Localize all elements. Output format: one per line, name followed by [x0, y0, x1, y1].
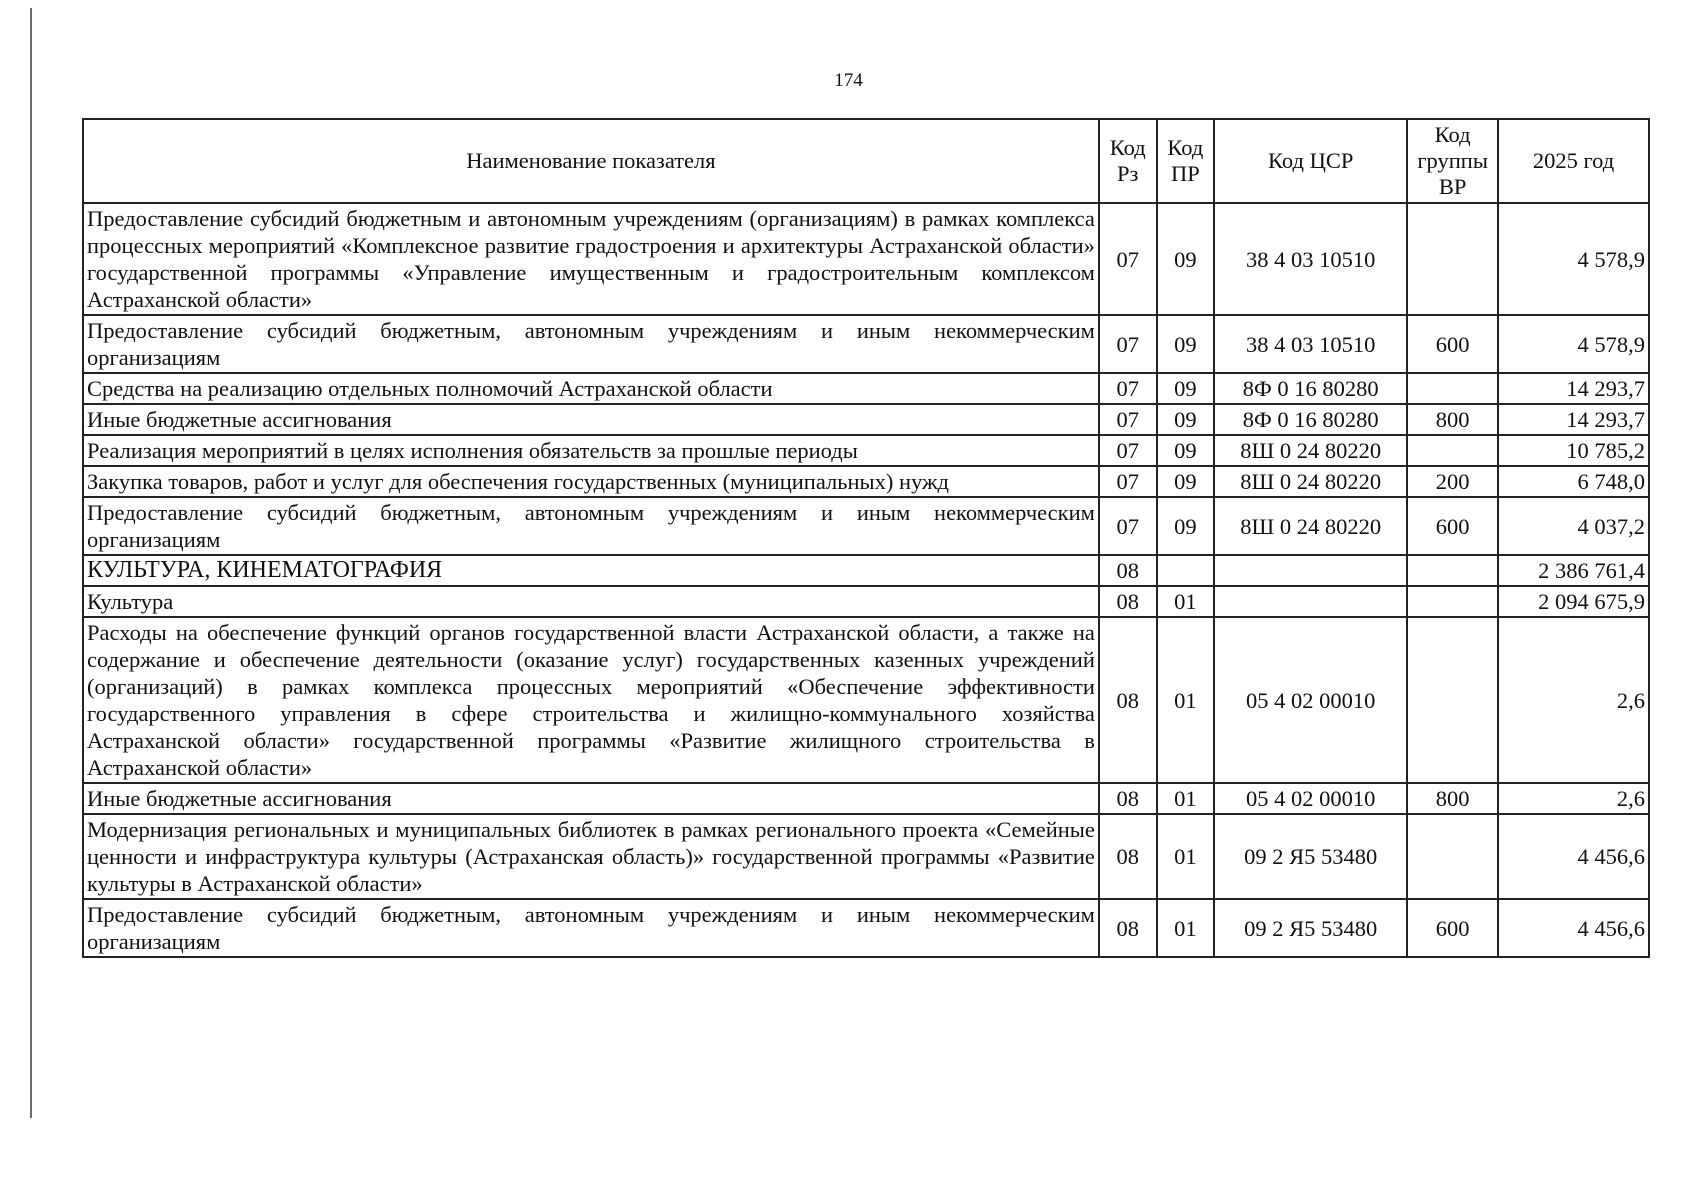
cell-name: Предоставление субсидий бюджетным и автономным учреждениям (организациям) в рамках комплекса процессных мероприятий «Комплексное развитие градостроения и архитектуры Астраханской области» государственной программы «Управление имущественным и градостроительным комплексом Астраханской области»	[83, 203, 1099, 315]
cell-name: Предоставление субсидий бюджетным, автономным учреждениям и иным некоммерческим организациям	[83, 315, 1099, 373]
cell-amount: 6 748,0	[1498, 466, 1649, 497]
cell-vr: 600	[1407, 497, 1498, 555]
table-row-subsection	[83, 586, 1649, 617]
cell-csr: 8Ф 0 16 80280	[1214, 404, 1407, 435]
cell-rz: 08	[1099, 617, 1157, 783]
cell-rz: 07	[1099, 373, 1157, 404]
cell-pr: 09	[1157, 404, 1215, 435]
cell-pr: 09	[1157, 435, 1215, 466]
cell-pr: 01	[1157, 586, 1215, 617]
cell-csr: 38 4 03 10510	[1214, 203, 1407, 315]
cell-amount: 4 578,9	[1498, 203, 1649, 315]
cell-pr: 01	[1157, 814, 1215, 899]
cell-amount: 2 386 761,4	[1498, 555, 1649, 586]
cell-name: Модернизация региональных и муниципальных библиотек в рамках регионального проекта «Семейные ценности и инфраструктура культуры (Астраханская область)» государственной программы «Развитие культуры в Астраханской области»	[83, 814, 1099, 899]
cell-amount: 2,6	[1498, 783, 1649, 814]
cell-vr	[1407, 617, 1498, 783]
header-csr: Код ЦСР	[1214, 119, 1407, 203]
cell-pr: 01	[1157, 783, 1215, 814]
scan-edge-line	[30, 8, 32, 1118]
cell-rz: 07	[1099, 466, 1157, 497]
cell-rz: 08	[1099, 555, 1157, 586]
cell-csr: 09 2 Я5 53480	[1214, 899, 1407, 957]
cell-rz: 08	[1099, 586, 1157, 617]
cell-name: Иные бюджетные ассигнования	[83, 404, 1099, 435]
cell-rz: 07	[1099, 203, 1157, 315]
cell-name: Предоставление субсидий бюджетным, автономным учреждениям и иным некоммерческим организациям	[83, 497, 1099, 555]
cell-name: Предоставление субсидий бюджетным, автономным учреждениям и иным некоммерческим организациям	[83, 899, 1099, 957]
cell-vr	[1407, 555, 1498, 586]
header-row	[83, 119, 1649, 203]
cell-csr: 8Ш 0 24 80220	[1214, 497, 1407, 555]
cell-rz: 07	[1099, 315, 1157, 373]
cell-rz: 08	[1099, 899, 1157, 957]
cell-amount: 4 456,6	[1498, 814, 1649, 899]
cell-amount: 14 293,7	[1498, 373, 1649, 404]
table-row	[83, 404, 1649, 435]
table-header	[83, 119, 1649, 203]
header-pr: Код ПР	[1157, 119, 1215, 203]
cell-pr: 09	[1157, 497, 1215, 555]
cell-vr	[1407, 435, 1498, 466]
cell-amount: 2 094 675,9	[1498, 586, 1649, 617]
cell-name: Расходы на обеспечение функций органов государственной власти Астраханской области, а также на содержание и обеспечение деятельности (оказание услуг) государственных казенных учреждений (организаций) в рамках комплекса процессных мероприятий «Обеспечение эффективности государственного управления в сфере строительства и жилищно-коммунального хозяйства Астраханской области» государственной программы «Развитие жилищного строительства в Астраханской области»	[83, 617, 1099, 783]
cell-csr: 09 2 Я5 53480	[1214, 814, 1407, 899]
table-row	[83, 373, 1649, 404]
cell-csr: 05 4 02 00010	[1214, 783, 1407, 814]
table-body	[83, 203, 1649, 957]
cell-name: Средства на реализацию отдельных полномочий Астраханской области	[83, 373, 1099, 404]
cell-rz: 07	[1099, 497, 1157, 555]
cell-pr: 09	[1157, 373, 1215, 404]
table-row	[83, 899, 1649, 957]
header-rz: Код Рз	[1099, 119, 1157, 203]
cell-amount: 4 456,6	[1498, 899, 1649, 957]
budget-table	[82, 118, 1650, 958]
cell-name: Культура	[83, 586, 1099, 617]
cell-pr: 09	[1157, 203, 1215, 315]
cell-vr: 600	[1407, 899, 1498, 957]
cell-pr: 01	[1157, 617, 1215, 783]
cell-vr: 200	[1407, 466, 1498, 497]
cell-csr: 8Ф 0 16 80280	[1214, 373, 1407, 404]
page-number: 174	[834, 70, 863, 91]
cell-pr: 09	[1157, 466, 1215, 497]
cell-csr: 8Ш 0 24 80220	[1214, 466, 1407, 497]
table-row	[83, 783, 1649, 814]
cell-csr: 38 4 03 10510	[1214, 315, 1407, 373]
table-row	[83, 203, 1649, 315]
table-row	[83, 814, 1649, 899]
cell-vr	[1407, 203, 1498, 315]
table-row	[83, 435, 1649, 466]
cell-rz: 08	[1099, 814, 1157, 899]
cell-name: Реализация мероприятий в целях исполнения обязательств за прошлые периоды	[83, 435, 1099, 466]
cell-vr: 800	[1407, 783, 1498, 814]
table-row	[83, 315, 1649, 373]
cell-vr	[1407, 586, 1498, 617]
cell-pr: 09	[1157, 315, 1215, 373]
header-vr: Код группы ВР	[1407, 119, 1498, 203]
cell-csr: 05 4 02 00010	[1214, 617, 1407, 783]
table-row	[83, 497, 1649, 555]
cell-amount: 2,6	[1498, 617, 1649, 783]
cell-csr	[1214, 586, 1407, 617]
cell-vr	[1407, 814, 1498, 899]
cell-amount: 14 293,7	[1498, 404, 1649, 435]
cell-name: Иные бюджетные ассигнования	[83, 783, 1099, 814]
cell-rz: 08	[1099, 783, 1157, 814]
cell-vr	[1407, 373, 1498, 404]
header-year: 2025 год	[1498, 119, 1649, 203]
cell-pr	[1157, 555, 1215, 586]
header-name: Наименование показателя	[83, 119, 1099, 203]
cell-vr: 800	[1407, 404, 1498, 435]
cell-pr: 01	[1157, 899, 1215, 957]
table-row	[83, 466, 1649, 497]
cell-name: КУЛЬТУРА, КИНЕМАТОГРАФИЯ	[83, 555, 1099, 586]
table-row	[83, 617, 1649, 783]
cell-csr: 8Ш 0 24 80220	[1214, 435, 1407, 466]
cell-amount: 10 785,2	[1498, 435, 1649, 466]
cell-csr	[1214, 555, 1407, 586]
cell-vr: 600	[1407, 315, 1498, 373]
cell-amount: 4 578,9	[1498, 315, 1649, 373]
cell-rz: 07	[1099, 404, 1157, 435]
cell-name: Закупка товаров, работ и услуг для обеспечения государственных (муниципальных) нужд	[83, 466, 1099, 497]
cell-amount: 4 037,2	[1498, 497, 1649, 555]
table-row-section	[83, 555, 1649, 586]
cell-rz: 07	[1099, 435, 1157, 466]
